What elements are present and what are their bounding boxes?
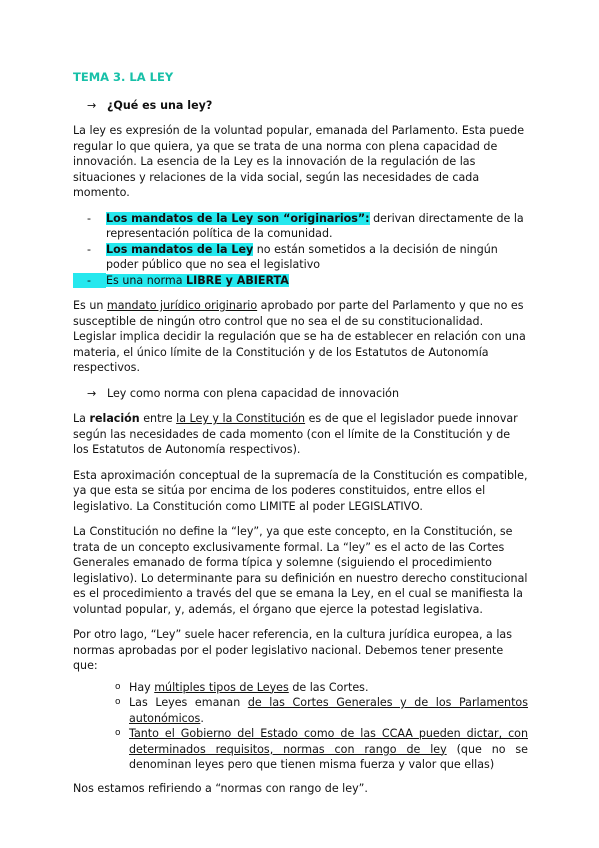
circle-bullet-icon: o [115,728,121,738]
question-text: ¿Qué es una ley? [107,98,213,112]
subheading-text: Ley como norma con plena capacidad de innovación [107,386,399,400]
circle-bullet-icon: o [115,697,121,707]
dash-marker: - [73,273,106,289]
highlight-text: Los mandatos de la Ley son “originarios”: [106,211,370,225]
document-body [73,70,528,806]
paragraph-relacion: La relación entre la Ley y la Constitución es de que el legislador puede innovar según las necesidades de cada momento (con el límite de la Constitución y de los Estatutos de Autonomía respectivos). [73,412,518,456]
circle-item-1: o Hay múltiples tipos de Leyes de las Cortes. [115,680,369,694]
dash-marker: - [87,211,92,225]
arrow-icon: → [87,386,97,400]
paragraph-mandato: Es un mandato jurídico originario aprobado por parte del Parlamento y que no es susceptible de ningún otro control que no sea el de su constitucionalidad. Legislar implica decidir la regulación que se ha de establecer en relación con una materia, el único límite de la Constitución y de los Estatutos de Autonomía respectivos. [73,299,526,374]
dash-item-2: - Los mandatos de la Ley no están sometidos a la decisión de ningún poder público que no sea el legislativo [73,242,528,273]
dash-item-3: - Es una norma LIBRE y ABIERTA [73,273,528,289]
paragraph-definition: La ley es expresión de la voluntad popular, emanada del Parlamento. Esta puede regular lo que quiera, ya que se trata de una norma con plena capacidad de innovación. La esencia de la Ley es la innovación de la regulación de las situaciones y relaciones de la vida social, según las necesidades de cada momento. [73,124,525,199]
subheading-innovacion [87,386,528,402]
highlight-text: Los mandatos de la Ley [106,242,254,256]
arrow-icon: → [87,98,97,112]
paragraph-rango-ley: Nos estamos refiriendo a “normas con rango de ley”. [73,781,368,795]
paragraph-supremacia: Esta aproximación conceptual de la supremacía de la Constitución es compatible, ya que esta se sitúa por encima de los poderes constituidos, entre ellos el legislativo. La Constitución como LIMITE al poder LEGISLATIVO. [73,468,528,513]
section-title: TEMA 3. LA LEY [73,70,174,84]
highlight-text: LIBRE y ABIERTA [186,273,289,287]
circle-bullet-icon: o [115,681,121,692]
circle-item-2: o Las Leyes emanan de las Cortes Generales y de los Parlamentos autonómicos. [115,696,528,725]
circle-item-3: o Tanto el Gobierno del Estado como de las CCAA pueden dictar, con determinados requisitos, normas con rango de ley (que no se denominan leyes pero que tienen misma fuerza y valor que ellas) [115,727,529,771]
paragraph-concepto-ley: La Constitución no define la “ley”, ya que este concepto, en la Constitución, se trata de un concepto exclusivamente formal. La “ley” es el acto de las Cortes Generales emanado de forma típica y solemne (siguiendo el procedimiento legislativo). Lo determinante para su definición en nuestro derecho constitucional es el procedimiento a través del que se emana la Ley, en el cual se manifiesta la voluntad popular, y, además, el órgano que ejerce la potestad legislativa. [73,525,528,616]
dash-list [73,211,528,289]
dash-item-1: - Los mandatos de la Ley son “originarios”: derivan directamente de la representación política de la comunidad. [73,211,528,242]
dash-marker: - [87,242,92,256]
subheading-question [87,98,528,114]
paragraph-ley-europea: Por otro lago, “Ley” suele hacer referencia, en la cultura jurídica europea, a las normas aprobadas por el poder legislativo nacional. Debemos tener presente que: [73,628,512,672]
circle-list [73,680,528,773]
